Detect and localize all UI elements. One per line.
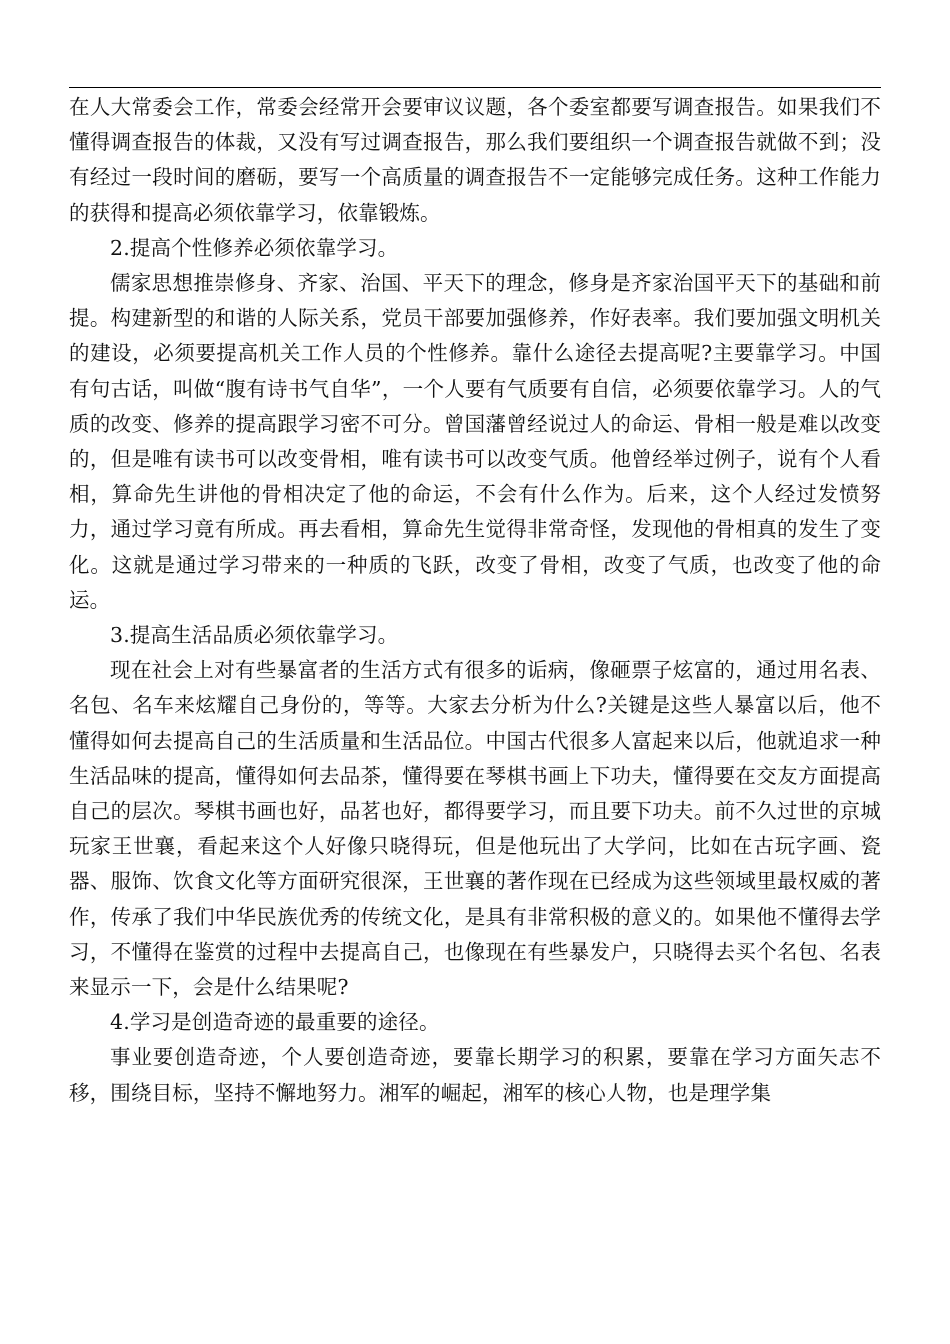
section-heading-3: 3.提高生活品质必须依靠学习。 — [110, 623, 399, 648]
section-heading-4: 4.学习是创造奇迹的最重要的途径。 — [110, 1010, 440, 1035]
paragraph-creating-miracles: 事业要创造奇迹，个人要创造奇迹，要靠长期学习的积累，要靠在学习方面矢志不移，围绕目标，坚持不懈地努力。湘军的崛起，湘军的核心人物，也是理学集 — [69, 1045, 881, 1105]
paragraph-personal-cultivation: 儒家思想推崇修身、齐家、治国、平天下的理念，修身是齐家治国平天下的基础和前提。构建新型的和谐的人际关系，党员干部要加强修养，作好表率。我们要加强文明机关的建设，必须要提高机关工作人员的个性修养。靠什么途径去提高呢?主要靠学习。中国有句古话，叫做“腹有诗书气自华”，一个人要有气质要有自信，必须要依靠学习。人的气质的改变、修养的提高跟学习密不可分。曾国藩曾经说过人的命运、骨相一般是难以改变的，但是唯有读书可以改变骨相，唯有读书可以改变气质。他曾经举过例子，说有个人看相，算命先生讲他的骨相决定了他的命运，不会有什么作为。后来，这个人经过发愤努力，通过学习竟有所成。再去看相，算命先生觉得非常奇怪，发现他的骨相真的发生了变化。这就是通过学习带来的一种质的飞跃，改变了骨相，改变了气质，也改变了他的命运。 — [69, 271, 881, 612]
header-rule — [69, 87, 881, 88]
section-heading-2: 2.提高个性修养必须依靠学习。 — [110, 235, 399, 260]
paragraph-quality-of-life: 现在社会上对有些暴富者的生活方式有很多的诟病，像砸票子炫富的，通过用名表、名包、名车来炫耀自己身份的，等等。大家去分析为什么?关键是这些人暴富以后，他不懂得如何去提高自己的生活质量和生活品位。中国古代很多人富起来以后，他就追求一种生活品味的提高，懂得如何去品茶，懂得要在琴棋书画上下功夫，懂得要在交友方面提高自己的层次。琴棋书画也好，品茗也好，都得要学习，而且要下功夫。前不久过世的京城玩家王世襄，看起来这个人好像只晓得玩，但是他玩出了大学问，比如在古玩字画、瓷器、服饰、饮食文化等方面研究很深，王世襄的著作现在已经成为这些领域里最权威的著作，传承了我们中华民族优秀的传统文化，是具有非常积极的意义的。如果他不懂得去学习，不懂得在鉴赏的过程中去提高自己，也像现在有些暴发户，只晓得去买个名包、名表来显示一下，会是什么结果呢? — [69, 658, 881, 1000]
document-body — [69, 90, 881, 1111]
paragraph-continuation: 在人大常委会工作，常委会经常开会要审议议题，各个委室都要写调查报告。如果我们不懂得调查报告的体裁，又没有写过调查报告，那么我们要组织一个调查报告就做不到；没有经过一段时间的磨砺，要写一个高质量的调查报告不一定能够完成任务。这种工作能力的获得和提高必须依靠学习，依靠锻炼。 — [69, 95, 881, 225]
